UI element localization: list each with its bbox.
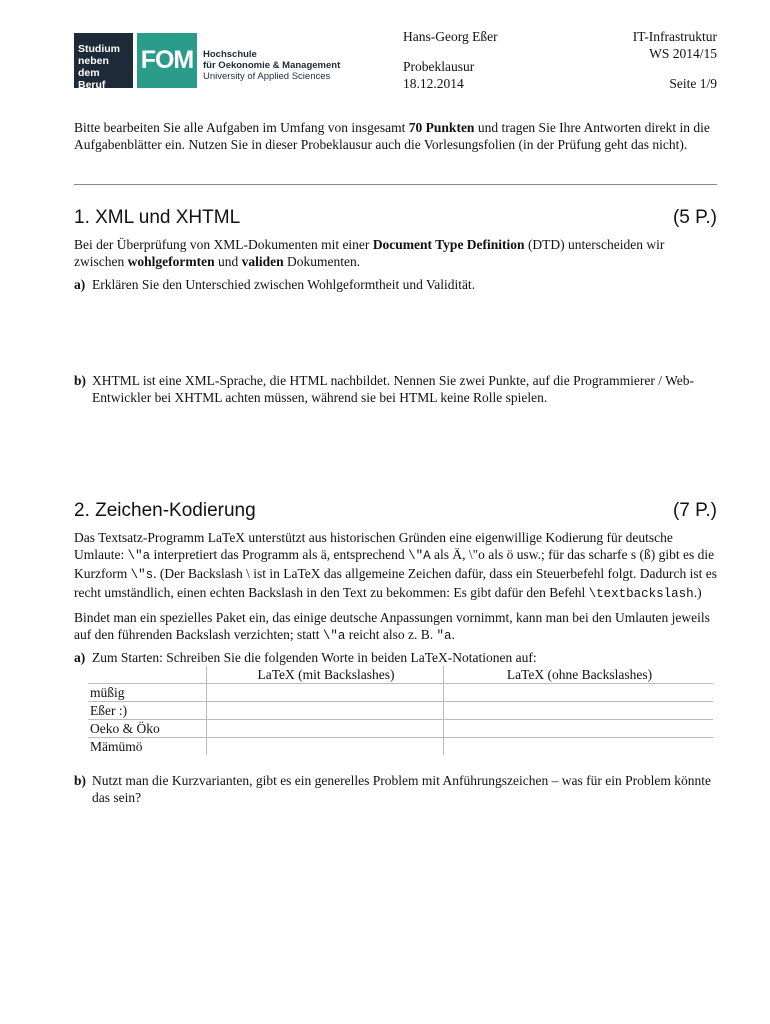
task-2b: b) Nutzt man die Kurzvarianten, gibt es ein generelles Problem mit Anführungszeichen – was für ein Problem könnte das sein? [74, 773, 711, 805]
intro-text: Bitte bearbeiten Sie alle Aufgaben im Umfang von insgesamt 70 Punkten und tragen Sie Ihre Antworten direkt in die Aufgabenblätter ein. Nutzen Sie in dieser Probeklausur auch die Vorlesungsfolien (in der Prüfung geht das nicht). [74, 120, 710, 152]
section-paragraph: Bindet man ein spezielles Paket ein, das einige deutsche Anpassungen vornimmt, kann man bei den Umlauten jeweils auf den führenden Backslash verzichten; statt \"a reicht also z. B. "a. [74, 610, 710, 643]
table-row: Oeko & Öko [88, 720, 713, 738]
page-number: Seite 1/9 [669, 76, 717, 91]
answer-cell[interactable] [444, 720, 714, 738]
section-title: 1. XML und XHTML (5 P.) [74, 207, 717, 228]
task-1a: a) Erklären Sie den Unterschied zwischen Wohlgeformtheit und Validität. [74, 277, 476, 292]
semester: WS 2014/15 [649, 46, 717, 61]
university-name: Hochschule für Oekonomie & Management University of Applied Sciences [203, 49, 341, 82]
answer-cell[interactable] [444, 702, 714, 720]
answer-cell[interactable] [207, 738, 444, 756]
task-1b: b) XHTML ist eine XML-Sprache, die HTML nachbildet. Nennen Sie zwei Punkte, auf die Programmierer / Web-Entwickler bei XHTML achten müssen, während sie bei HTML keine Rolle spielen. [74, 373, 694, 405]
header-course-block [633, 28, 717, 92]
author: Hans-Georg Eßer [403, 29, 498, 44]
answer-cell[interactable] [207, 702, 444, 720]
table-row: Mämümö [88, 738, 713, 756]
answer-cell[interactable] [207, 720, 444, 738]
divider [74, 184, 717, 185]
section-intro: Bei der Überprüfung von XML-Dokumenten mit einer Document Type Definition (DTD) unterscheiden wir zwischen wohlgeformten und validen Dokumenten. [74, 237, 665, 269]
section-intro: Das Textsatz-Programm LaTeX unterstützt aus historischen Gründen eine eigenwillige Kodierung für deutsche Umlaute: \"a interpretiert das Programm als ä, entsprechend \"A als Ä, \"o als ö usw.; für das scharfe s (ß) gibt es die Kurzform \"s. (Der Backslash \ ist in LaTeX das allgemeine Zeichen dafür, dass ein Steuerbefehl folgt. Dadurch ist es recht umständlich, einen echten Backslash in den Text zu bekommen: Es gibt dafür den Befehl \textbackslash.) [74, 530, 717, 601]
task-2a: a) Zum Starten: Schreiben Sie die folgenden Worte in beiden LaTeX-Notationen auf: [74, 650, 537, 665]
section-points: (7 P.) [672, 500, 717, 521]
studium-logo: Studium neben dem Beruf [74, 33, 133, 88]
table-row: müßig [88, 684, 713, 702]
exam-date: 18.12.2014 [403, 76, 464, 91]
section-points: (5 P.) [672, 207, 717, 228]
section-zeichen-kodierung [74, 499, 717, 806]
course-name: IT-Infrastruktur [632, 29, 717, 44]
fom-logo: FOM [137, 33, 197, 88]
answer-cell[interactable] [207, 684, 444, 702]
column-header: LaTeX (mit Backslashes) [207, 666, 444, 684]
section-xml-xhtml [74, 206, 717, 406]
section-title: 2. Zeichen-Kodierung (7 P.) [74, 500, 717, 521]
page-header [74, 28, 717, 98]
header-author-block [403, 28, 498, 92]
answer-cell[interactable] [444, 738, 714, 756]
answer-cell[interactable] [444, 684, 714, 702]
exam-type: Probeklausur [403, 59, 475, 74]
column-header: LaTeX (ohne Backslashes) [444, 666, 714, 684]
table-row: Eßer :) [88, 702, 713, 720]
latex-table [88, 666, 713, 755]
